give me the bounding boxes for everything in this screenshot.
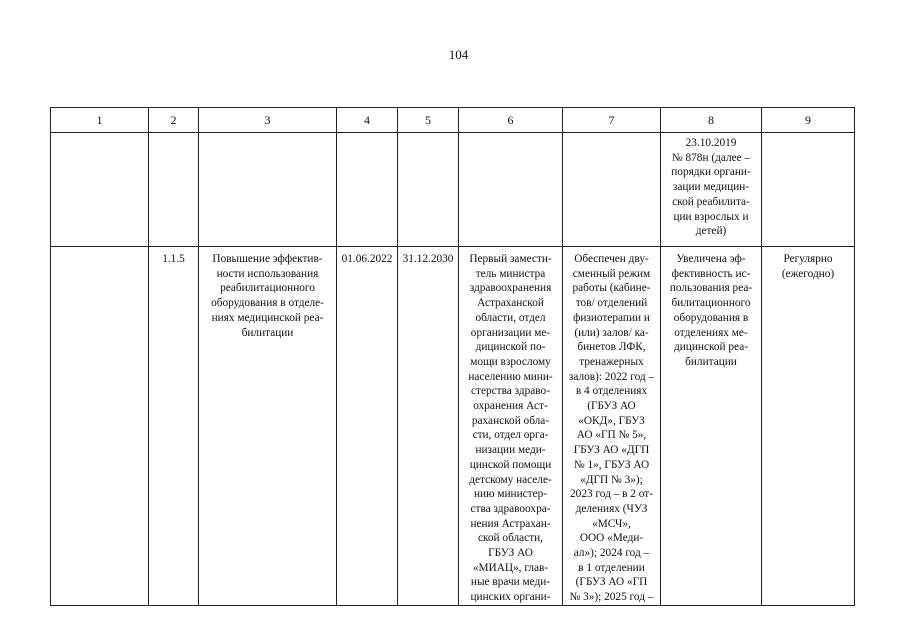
table-cell — [51, 133, 149, 247]
start-date-cell: 01.06.2022 — [337, 247, 398, 606]
page-number: 104 — [448, 47, 469, 62]
table-cell — [459, 133, 563, 247]
header-cell: 1 — [51, 108, 149, 133]
header-cell: 3 — [199, 108, 337, 133]
table-cell — [199, 133, 337, 247]
measure-name-cell: Повышение эффектив- ности использования реабилитационного оборудования в отделе- ниях медицинской реа- билитации — [199, 247, 337, 606]
result-cell: Обеспечен дву- сменный режим работы (кабине- тов/ отделений физиотерапии и (или) залов/ ка- бинетов ЛФК, тренажерных залов): 2022 год – в 4 отделениях (ГБУЗ АО «ОКД», ГБУЗ АО «ГП № 5», ГБУЗ АО «ДГП № 1», ГБУЗ АО «ДГП № 3»); 2023 год – в 2 от- делениях (ЧУЗ «МСЧ», ООО «Меди- ал»); 2024 год – в 1 отделении (ГБУЗ АО «ГП № 3»); 2025 год – — [563, 247, 661, 606]
table-cell — [51, 247, 149, 606]
table-row — [51, 133, 855, 247]
header-cell: 8 — [661, 108, 762, 133]
table-header-row — [51, 108, 855, 133]
header-cell: 7 — [563, 108, 661, 133]
header-cell: 4 — [337, 108, 398, 133]
table-cell — [563, 133, 661, 247]
responsible-cell: Первый замести- тель министра здравоохранения Астраханской области, отдел организации ме- дицинской по- мощи взрослому населению мини- стерства здраво- охранения Аст- раханской обла- сти, отдел орга- низации меди- цинской помощи детскому населе- нию министер- ства здравоохра- нения Астрахан- ской области, ГБУЗ АО «МИАЦ», глав- ные врачи меди- цинских органи- — [459, 247, 563, 606]
frequency-cell: Регулярно (ежегодно) — [762, 247, 855, 606]
table-cell-order-reference: 23.10.2019 № 878н (далее – порядки органи- зации медицин- ской реабилита- ции взрослых и детей) — [661, 133, 762, 247]
table-cell — [149, 133, 199, 247]
header-cell: 5 — [398, 108, 459, 133]
measures-table — [50, 107, 855, 606]
table-row — [51, 247, 855, 606]
table-cell — [337, 133, 398, 247]
effect-cell: Увеличена эф- фективность ис- пользования реа- билитационного оборудования в отделениях ме- дицинской реа- билитации — [661, 247, 762, 606]
table-cell — [762, 133, 855, 247]
item-number-cell: 1.1.5 — [149, 247, 199, 606]
header-cell: 9 — [762, 108, 855, 133]
table-cell — [398, 133, 459, 247]
end-date-cell: 31.12.2030 — [398, 247, 459, 606]
header-cell: 2 — [149, 108, 199, 133]
header-cell: 6 — [459, 108, 563, 133]
